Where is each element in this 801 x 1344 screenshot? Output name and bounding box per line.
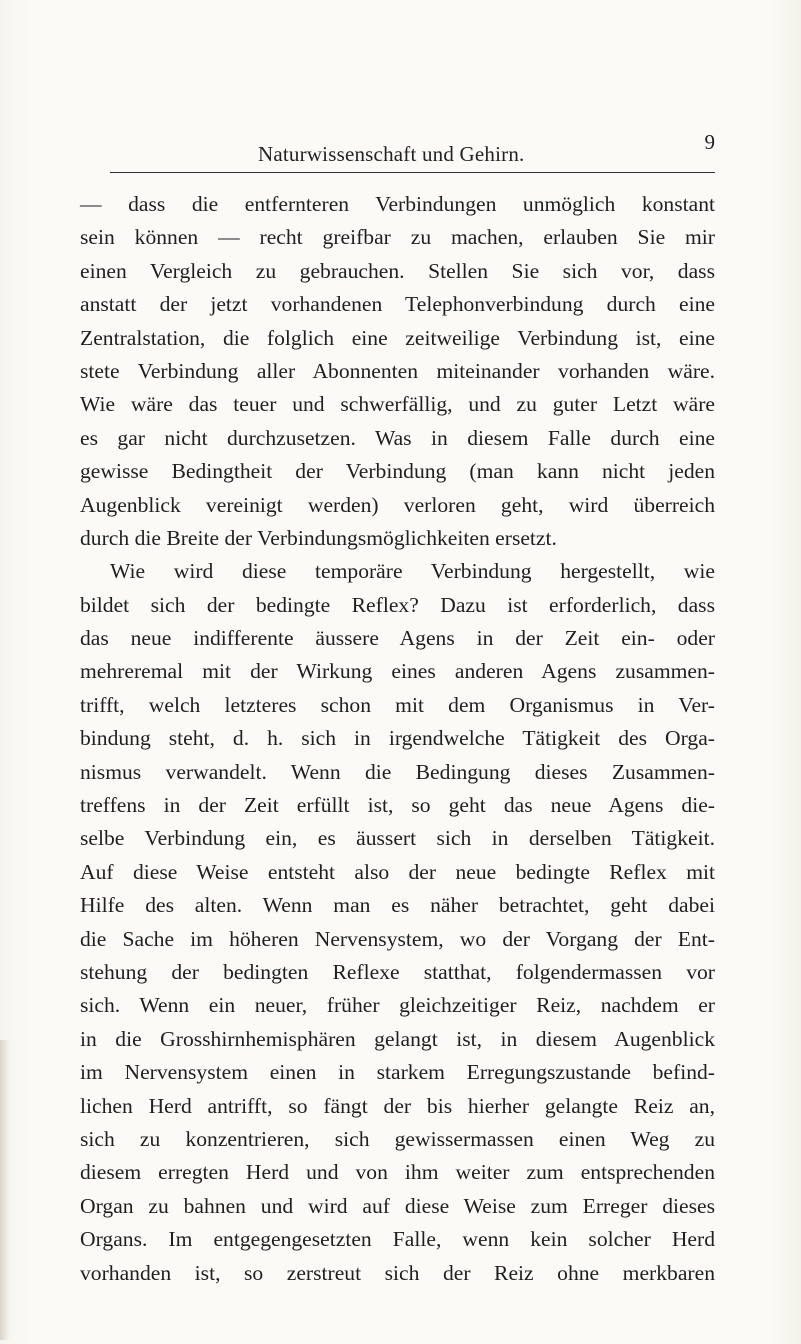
text-line: einen Vergleich zu gebrauchen. Stellen Sie sich vor, dass — [80, 258, 715, 283]
text-line: durch die Breite der Verbindungsmöglichkeiten ersetzt. — [80, 525, 557, 550]
text-line: vorhanden ist, so zerstreut sich der Reiz ohne merkbaren — [80, 1260, 715, 1285]
text-line: mehreremal mit der Wirkung eines anderen Agens zusammen- — [80, 659, 715, 684]
text-line: lichen Herd antrifft, so fängt der bis hierher gelangte Reiz an, — [80, 1093, 715, 1118]
running-head — [110, 120, 715, 174]
text-line: sich. Wenn ein neuer, früher gleichzeitiger Reiz, nachdem er — [80, 993, 715, 1018]
text-line: in die Grosshirnhemisphären gelangt ist, in diesem Augenblick — [80, 1026, 715, 1051]
body-text — [80, 188, 715, 1290]
text-line: diesem erregten Herd und von ihm weiter zum entsprechenden — [80, 1160, 715, 1185]
running-head-title: Naturwissenschaft und Gehirn. — [258, 142, 525, 166]
text-line: stehung der bedingten Reflexe statthat, folgendermassen vor — [80, 959, 715, 984]
text-line: Zentralstation, die folglich eine zeitweilige Verbindung ist, eine — [80, 325, 715, 350]
text-line: Wie wäre das teuer und schwerfällig, und zu guter Letzt wäre — [80, 392, 715, 417]
text-line: Augenblick vereinigt werden) verloren geht, wird überreich — [80, 492, 715, 517]
text-line: Hilfe des alten. Wenn man es näher betrachtet, geht dabei — [80, 893, 715, 918]
page-number: 9 — [704, 130, 715, 154]
text-line: Auf diese Weise entsteht also der neue bedingte Reflex mit — [80, 859, 715, 884]
text-line: — dass die entfernteren Verbindungen unmöglich konstant — [80, 192, 715, 216]
text-line: gewisse Bedingtheit der Verbindung (man kann nicht jeden — [80, 459, 715, 484]
text-line: anstatt der jetzt vorhandenen Telephonverbindung durch eine — [80, 292, 715, 317]
text-line: es gar nicht durchzusetzen. Was in diesem Falle durch eine — [80, 425, 715, 450]
text-line: bildet sich der bedingte Reflex? Dazu ist erforderlich, dass — [80, 592, 715, 617]
text-line: treffens in der Zeit erfüllt ist, so geht das neue Agens die- — [80, 793, 715, 818]
text-line: Organs. Im entgegengesetzten Falle, wenn kein solcher Herd — [80, 1227, 715, 1252]
page-edge-shadow — [0, 1040, 10, 1340]
header-rule — [110, 172, 715, 173]
text-line: das neue indifferente äussere Agens in der Zeit ein- oder — [80, 626, 715, 651]
text-line: bindung steht, d. h. sich in irgendwelche Tätigkeit des Orga- — [80, 726, 715, 751]
text-line: sich zu konzentrieren, sich gewissermassen einen Weg zu — [80, 1126, 715, 1151]
text-line: im Nervensystem einen in starkem Erregungszustande befind- — [80, 1060, 715, 1085]
text-line: Organ zu bahnen und wird auf diese Weise zum Erreger dieses — [80, 1193, 715, 1218]
text-line: nismus verwandelt. Wenn die Bedingung dieses Zusammen- — [80, 759, 715, 784]
text-line: stete Verbindung aller Abonnenten miteinander vorhanden wäre. — [80, 358, 715, 383]
text-line: selbe Verbindung ein, es äussert sich in derselben Tätigkeit. — [80, 826, 715, 851]
text-line: sein können — recht greifbar zu machen, erlauben Sie mir — [80, 225, 715, 250]
text-line: Wie wird diese temporäre Verbindung hergestellt, wie — [110, 559, 715, 584]
text-line: trifft, welch letzteres schon mit dem Organismus in Ver- — [80, 692, 715, 717]
text-line: die Sache im höheren Nervensystem, wo der Vorgang der Ent- — [80, 926, 715, 951]
